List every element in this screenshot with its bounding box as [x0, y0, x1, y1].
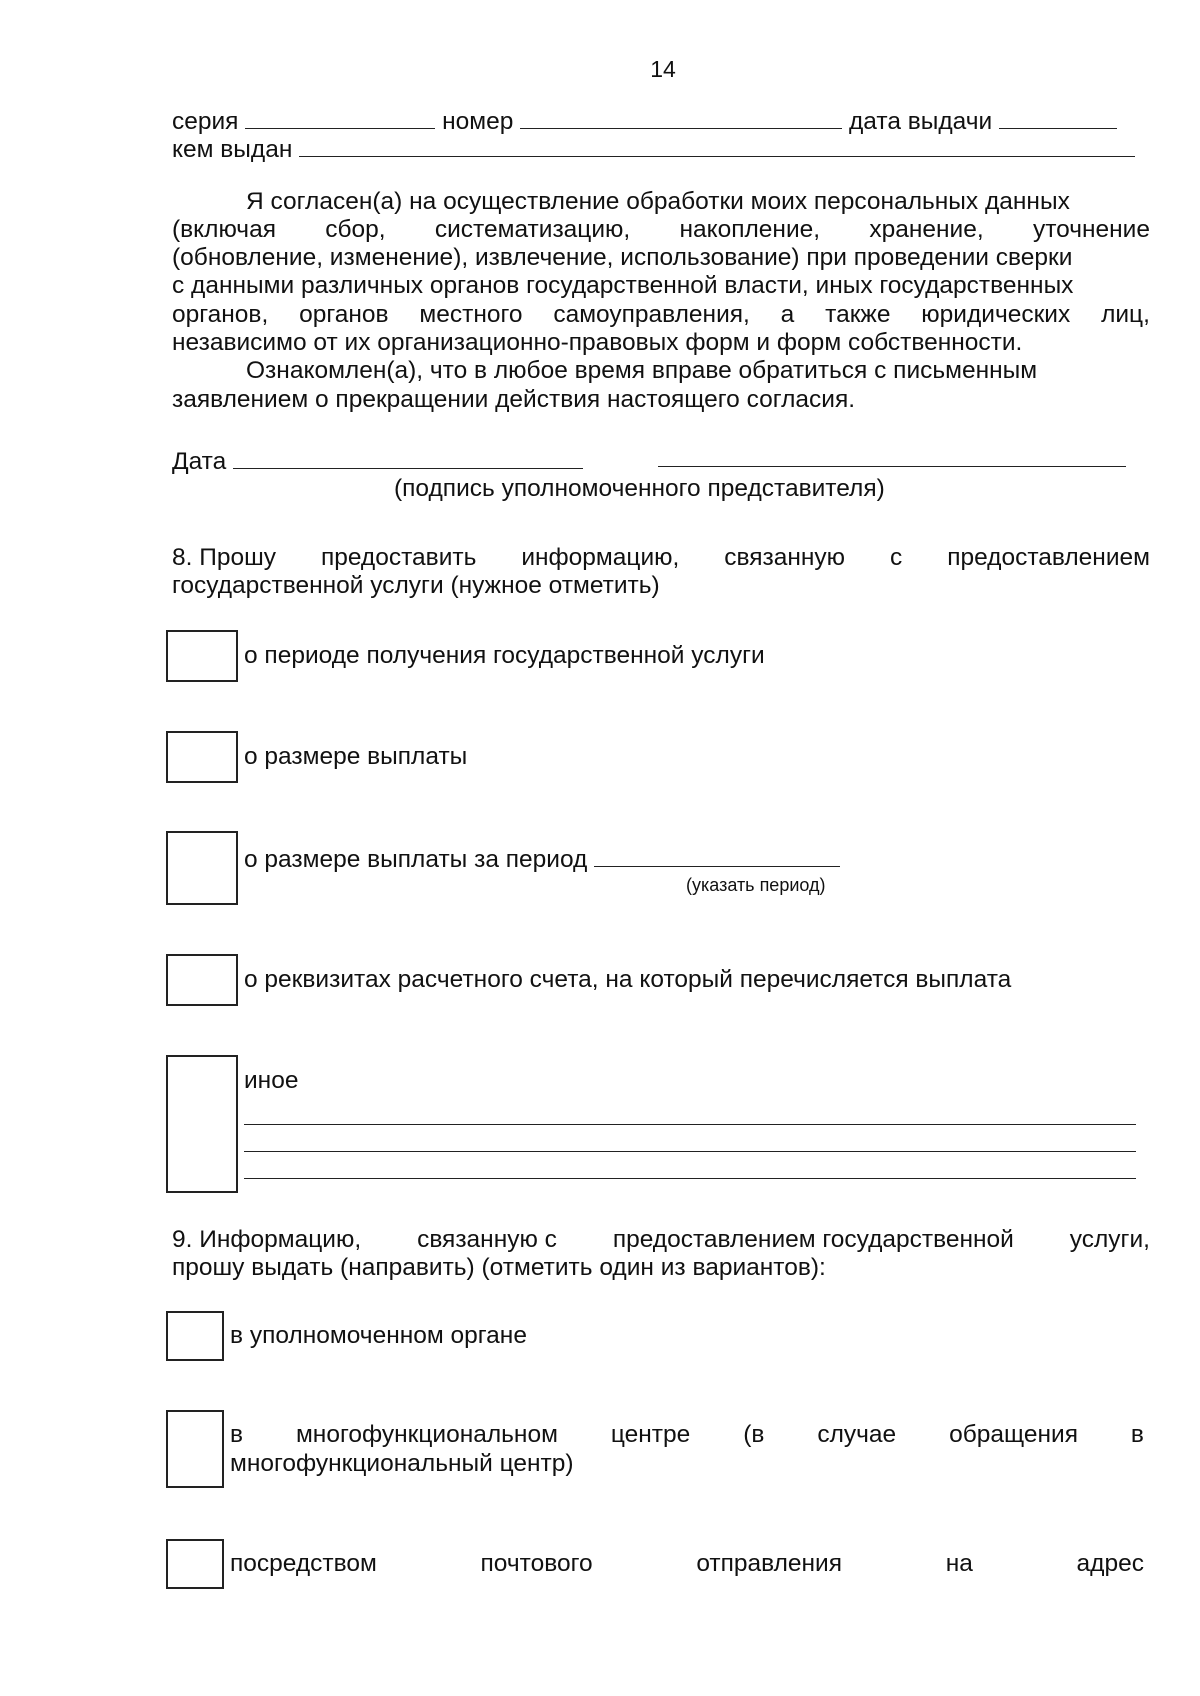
option-other-label: иное [244, 1067, 299, 1094]
word: самоуправления, [553, 301, 750, 328]
date-label: Дата [172, 448, 227, 475]
word: накопление, [679, 216, 821, 243]
word: посредством [230, 1550, 377, 1577]
number-label: номер [442, 108, 514, 135]
word: органов [299, 301, 389, 328]
word: случае [817, 1421, 897, 1448]
word: органов, [172, 301, 269, 328]
word: в [1130, 1421, 1144, 1448]
number-field[interactable] [520, 106, 842, 129]
word: предоставлением [947, 544, 1150, 571]
signature-line[interactable] [658, 466, 1126, 467]
other-line-2[interactable] [244, 1151, 1136, 1152]
word: систематизацию, [434, 216, 631, 243]
word: юридических [921, 301, 1071, 328]
word: предоставлением государственной [612, 1226, 1014, 1253]
word: отправления [696, 1550, 842, 1577]
issue-date-label: дата выдачи [848, 108, 993, 135]
word: а [780, 301, 795, 328]
issued-by-label: кем выдан [172, 136, 293, 163]
series-label: серия [172, 108, 239, 135]
signature-caption: (подпись уполномоченного представителя) [394, 475, 885, 502]
option-period-label: о периоде получения государственной услуги [244, 642, 765, 669]
other-line-3[interactable] [244, 1178, 1136, 1179]
passport-issued-row [172, 134, 1135, 164]
word: лиц, [1101, 301, 1150, 328]
word: в [230, 1421, 244, 1448]
word: (в [743, 1421, 765, 1448]
word: предоставить [320, 544, 477, 571]
option-authorized-body-label: в уполномоченном органе [230, 1322, 527, 1349]
checkbox-other[interactable] [166, 1055, 238, 1193]
period-field[interactable] [594, 844, 840, 867]
checkbox-authorized-body[interactable] [166, 1311, 224, 1361]
word: хранение, [869, 216, 984, 243]
consent-line-6: независимо от их организационно-правовых форм и форм собственности. [172, 329, 1023, 356]
checkbox-account-details[interactable] [166, 954, 238, 1006]
checkbox-post[interactable] [166, 1539, 224, 1589]
period-hint: (указать период) [686, 875, 826, 895]
word: сбор, [325, 216, 386, 243]
checkbox-period[interactable] [166, 630, 238, 682]
checkbox-mfc[interactable] [166, 1410, 224, 1488]
consent-line-1: Я согласен(а) на осуществление обработки моих персональных данных [246, 188, 1070, 215]
word: многофункциональном [295, 1421, 558, 1448]
date-field[interactable] [233, 446, 583, 469]
word: 8. Прошу [172, 544, 277, 571]
checkbox-amount-period[interactable] [166, 831, 238, 905]
consent-line-2 [172, 216, 1150, 244]
section9-line-1 [172, 1226, 1150, 1254]
option-mfc-line-1 [230, 1421, 1144, 1449]
consent-line-7: Ознакомлен(а), что в любое время вправе обратиться с письменным [246, 357, 1038, 384]
option-account-details-label: о реквизитах расчетного счета, на который перечисляется выплата [244, 966, 1012, 993]
page-number: 14 [650, 56, 676, 82]
word: местного [419, 301, 523, 328]
word: также [825, 301, 891, 328]
consent-line-5 [172, 301, 1150, 329]
issue-date-field[interactable] [999, 106, 1117, 129]
word: 9. Информацию, [172, 1226, 362, 1253]
word: уточнение [1032, 216, 1150, 243]
word: (включая [172, 216, 276, 243]
option-amount-period-label: о размере выплаты за период [244, 846, 588, 873]
option-amount-period-row [244, 844, 840, 874]
word: почтового [480, 1550, 593, 1577]
word: центре [610, 1421, 691, 1448]
checkbox-amount[interactable] [166, 731, 238, 783]
section9-line-2: прошу выдать (направить) (отметить один из вариантов): [172, 1254, 826, 1281]
option-amount-label: о размере выплаты [244, 743, 468, 770]
word: с [890, 544, 903, 571]
consent-line-3: (обновление, изменение), извлечение, использование) при проведении сверки [172, 244, 1073, 271]
series-field[interactable] [245, 106, 435, 129]
option-mfc-line-2: многофункциональный центр) [230, 1450, 574, 1477]
date-row [172, 446, 583, 476]
section8-line-1 [172, 544, 1150, 572]
passport-series-row [172, 106, 1117, 136]
word: информацию, [521, 544, 680, 571]
section8-line-2: государственной услуги (нужное отметить) [172, 572, 660, 599]
other-line-1[interactable] [244, 1124, 1136, 1125]
word: обращения [949, 1421, 1078, 1448]
consent-line-4: с данными различных органов государственной власти, иных государственных [172, 272, 1074, 299]
option-post-line [230, 1550, 1144, 1578]
word: на [945, 1550, 973, 1577]
word: услуги, [1069, 1226, 1150, 1253]
consent-line-8: заявлением о прекращении действия настоящего согласия. [172, 386, 856, 413]
word: связанную [724, 544, 846, 571]
word: адрес [1076, 1550, 1144, 1577]
word: связанную с [417, 1226, 557, 1253]
issued-by-field[interactable] [299, 134, 1135, 157]
